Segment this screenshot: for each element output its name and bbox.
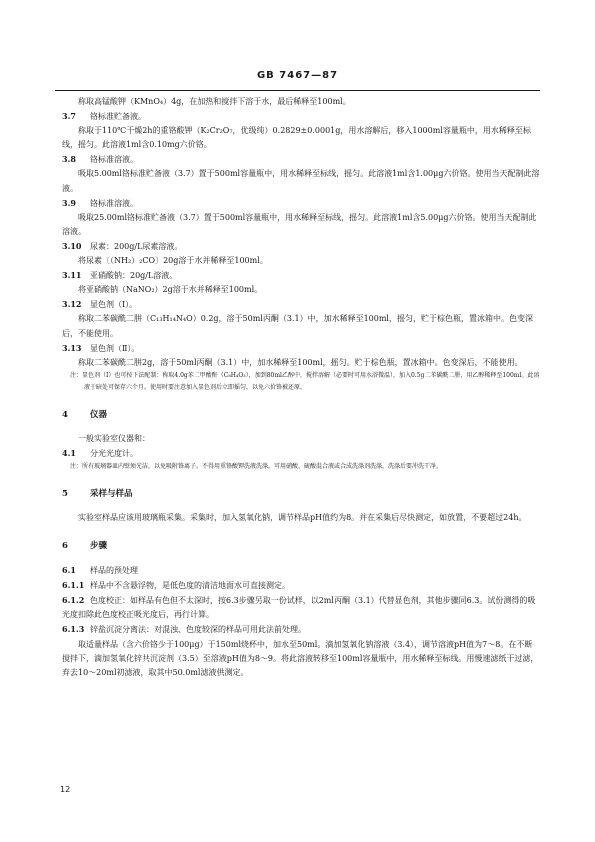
paragraph-3-7: 称取于110℃干燥2h的重铬酸钾（K₂Cr₂O₇，优级纯）0.2829±0.0001g，用水溶解后，移入1000ml容量瓶中，用水稀释至标线，摇匀。此溶液1ml含0.10mg六价铬。 bbox=[62, 126, 531, 150]
chapter-number: 4 bbox=[62, 409, 68, 420]
section-3-7 bbox=[62, 109, 540, 124]
note-reagent: 注：显色剂（Ⅰ）也可按下法配制：称取4.0g苯二甲酸酐（C₈H₄O₃），加到80ml乙醇中，搅拌溶解（必要时可用水浴微温），加入0.5g二苯碳酰二肼，用乙醇稀释至100ml。此溶液于暗处可保存六个月。使用时要注意加入显色剂后立即摇匀，以免六价铬被还原。 bbox=[70, 371, 540, 392]
chapter-number: 5 bbox=[62, 488, 68, 499]
section-number: 6.1.1 bbox=[62, 580, 85, 591]
chapter-6 bbox=[62, 539, 540, 554]
document-body bbox=[62, 95, 540, 680]
note-glassware: 注：所有玻璃器皿内壁须光洁，以免吸附铬离子。不得用重铬酸钾洗液洗涤。可用硝酸、硫酸混合液或合成洗涤剂洗涤，洗涤后要冲洗干净。 bbox=[70, 463, 443, 471]
section-number: 3.11 bbox=[62, 270, 82, 281]
spacer bbox=[62, 501, 540, 511]
page-header: GB 7467—87 bbox=[256, 70, 339, 81]
section-6-1-3 bbox=[62, 622, 540, 637]
section-title: 铬标准溶液。 bbox=[90, 198, 138, 208]
paragraph-5: 实验室样品应该用玻璃瓶采集。采集时，加入氢氧化钠，调节样品pH值约为8。并在采集后尽快测定，如放置，不要超过24h。 bbox=[78, 513, 527, 523]
section-number: 6.1.2 bbox=[62, 595, 85, 606]
section-3-13 bbox=[62, 341, 540, 356]
paragraph-3-8: 吸取5.00ml铬标准贮备液（3.7）置于500ml容量瓶中，用水稀释至标线，摇匀。此溶液1ml含1.00μg六价铬。使用当天配制此溶液。 bbox=[62, 169, 540, 193]
spacer bbox=[62, 526, 540, 539]
section-number: 3.8 bbox=[62, 154, 76, 165]
section-6-1-2 bbox=[62, 593, 540, 622]
section-4-1 bbox=[62, 446, 540, 461]
paragraph-4: 一般实验室仪器和： bbox=[78, 434, 150, 444]
paragraph-3-13: 称取二苯碳酰二肼2g，溶于50ml丙酮（3.1）中，加水稀释至100ml，摇匀。贮于棕色瓶，置冰箱中。色变深后，不能使用。 bbox=[78, 357, 523, 367]
paragraph-3-11: 将亚硝酸钠（NaNO₂）2g溶于水并稀释至100ml。 bbox=[78, 285, 263, 295]
section-text: 锌盐沉淀分离法：对混浊、色度较深的样品可用此法前处理。 bbox=[90, 625, 306, 635]
section-title: 样品的预处理 bbox=[90, 566, 138, 576]
section-3-9 bbox=[62, 196, 540, 211]
section-title: 铬标准溶液。 bbox=[90, 155, 138, 165]
section-3-10 bbox=[62, 239, 540, 254]
chapter-title: 步骤 bbox=[90, 540, 108, 551]
section-title: 分光光度计。 bbox=[90, 449, 138, 459]
section-title: 尿素：200g/L尿素溶液。 bbox=[90, 241, 183, 251]
header-rule bbox=[55, 90, 540, 91]
spacer bbox=[62, 395, 540, 408]
section-6-1-1 bbox=[62, 578, 540, 593]
section-number: 3.12 bbox=[62, 299, 82, 310]
paragraph-3-10: 将尿素〔（NH₂）₂CO〕20g溶于水并稀释至100ml。 bbox=[78, 256, 268, 266]
chapter-5 bbox=[62, 487, 540, 502]
section-number: 3.10 bbox=[62, 240, 82, 251]
paragraph-3-12: 称取二苯碳酰二肼（C₁₃H₁₄N₄O）0.2g，溶于50ml丙酮（3.1）中，加水稀释至100ml，摇匀，贮于棕色瓶，置冰箱中。色变深后，不能使用。 bbox=[62, 314, 533, 338]
section-title: 亚硝酸钠：20g/L溶液。 bbox=[90, 271, 178, 281]
paragraph-3-9: 吸取25.00ml铬标准贮备液（3.7）置于500ml容量瓶中，用水稀释至标线，摇匀。此溶液1ml含5.00μg六价铬。使用当天配制此溶液。 bbox=[62, 212, 537, 236]
section-3-8 bbox=[62, 152, 540, 167]
section-title: 铬标准贮备液。 bbox=[90, 112, 146, 122]
section-number: 6.1.3 bbox=[62, 624, 85, 635]
spacer bbox=[62, 553, 540, 563]
section-number: 3.9 bbox=[62, 197, 76, 208]
spacer bbox=[62, 474, 540, 487]
section-text: 色度校正：如样品有色但不太深时，按6.3步骤另取一份试样，以2ml丙酮（3.1）代替显色剂，其他步骤同6.3。试份测得的吸光度扣除此色度校正吸光度后，再行计算。 bbox=[62, 596, 536, 620]
spacer bbox=[62, 422, 540, 432]
section-number: 6.1 bbox=[62, 565, 76, 576]
section-3-11 bbox=[62, 268, 540, 283]
page-number: 12 bbox=[60, 785, 71, 794]
chapter-title: 采样与样品 bbox=[90, 488, 133, 499]
chapter-title: 仪器 bbox=[90, 409, 108, 420]
section-number: 4.1 bbox=[62, 448, 76, 459]
paragraph-kmno4: 称取高锰酸钾（KMnO₄）4g，在加热和搅拌下溶于水，最后稀释至100ml。 bbox=[78, 97, 351, 106]
chapter-4 bbox=[62, 408, 540, 423]
section-number: 3.7 bbox=[62, 111, 76, 122]
section-title: 显色剂（Ⅱ）。 bbox=[90, 343, 140, 353]
chapter-number: 6 bbox=[62, 540, 68, 551]
section-3-12 bbox=[62, 297, 540, 312]
paragraph-6-1-3: 取适量样品（含六价铬少于100μg）于150ml烧杯中，加水至50ml。滴加氢氧化钠溶液（3.4），调节溶液pH值为7～8。在不断搅拌下，滴加氢氧化锌共沉淀剂（3.5）至溶液pH值为8～9。将此溶液转移至100ml容量瓶中，用水稀释至标线。用慢速滤纸干过滤，弃去10～20ml初滤液，取其中50.0ml滤液供测定。 bbox=[62, 639, 539, 677]
section-6-1 bbox=[62, 563, 540, 578]
section-text: 样品中不含悬浮物，是低色度的清洁地面水可直接测定。 bbox=[90, 581, 290, 591]
section-number: 3.13 bbox=[62, 342, 82, 353]
section-title: 显色剂（Ⅰ）。 bbox=[90, 300, 138, 310]
